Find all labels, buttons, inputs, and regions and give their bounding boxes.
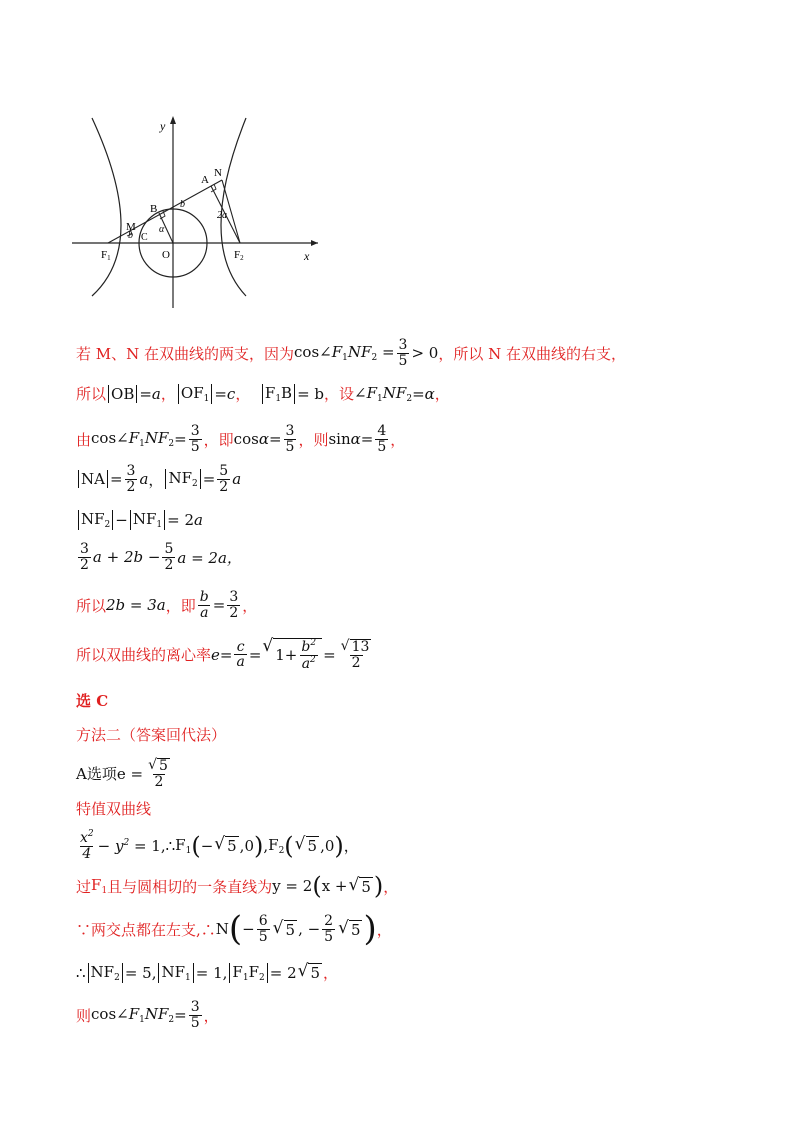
- hyperbola-figure: [0, 0, 800, 320]
- l15-n: N: [215, 920, 229, 938]
- l8-sqrt: √ 1+ $\frac{b^2}{a^2}$: [262, 638, 322, 671]
- l5-a: a: [194, 511, 203, 529]
- l3-mid: ，即: [203, 430, 234, 449]
- l8-eq: =: [219, 645, 233, 664]
- l2-c: c: [226, 384, 236, 403]
- l11-e: e =: [116, 764, 144, 783]
- label-b-left: b: [128, 230, 133, 241]
- l3-alpha2: α: [350, 430, 361, 449]
- l16-pre: ∴: [76, 963, 86, 982]
- l7-eq: 2b = 3a: [106, 596, 166, 615]
- l2-eq1: =: [139, 384, 152, 403]
- label-f2: F2: [234, 249, 244, 262]
- l17-eq: =: [174, 1006, 187, 1025]
- l3-alpha: α: [258, 430, 269, 449]
- l4-eq2: =: [202, 470, 216, 489]
- l6-t1: a + 2b −: [92, 548, 161, 567]
- l16-sqrt: √ 5: [297, 961, 321, 982]
- line-3: [76, 424, 405, 454]
- l8-pre: 所以双曲线的离心率: [76, 646, 212, 665]
- l2-angle: $\angle F_1NF_2$: [354, 383, 413, 404]
- l3-cos: $\cos\angle F_1NF_2$: [91, 429, 175, 450]
- l8-frac-result: √ 13 2: [340, 638, 370, 671]
- l15-m1: −: [242, 920, 255, 938]
- l2-eq3: = b: [297, 384, 325, 403]
- l15-frac2: $\frac{2}{5}$: [324, 912, 334, 945]
- l17-frac: $\frac{3}{5}$: [190, 999, 200, 1031]
- l3-eq: =: [174, 430, 187, 449]
- l15-m2: , −: [298, 920, 321, 938]
- l15-end: ，: [376, 920, 392, 939]
- l4-frac1: $\frac{3}{2}$: [126, 463, 136, 495]
- l16-nf1: $NF_1$: [158, 963, 193, 983]
- line-8: [76, 638, 376, 671]
- x-axis-arrow: [311, 240, 318, 246]
- l13-f2: $F_2$: [268, 835, 285, 856]
- line-16: [76, 962, 338, 983]
- l16-nf2: $NF_2$: [88, 963, 123, 983]
- l4-a2: a: [232, 470, 242, 489]
- l3-pre: 由: [76, 430, 92, 449]
- l3-frac1: $\frac{3}{5}$: [190, 423, 200, 455]
- l5-nf2: $NF_2$: [78, 510, 113, 530]
- l3-end: ，: [390, 430, 406, 449]
- l17-cos: $\cos\angle F_1NF_2$: [91, 1005, 175, 1026]
- l7-end: ，: [242, 596, 258, 615]
- l13-sqrt1: √ 5: [214, 834, 237, 856]
- l2-of1: $OF_1$: [178, 384, 212, 404]
- l15-frac1: $\frac{6}{5}$: [258, 912, 268, 945]
- label-y: y: [160, 119, 166, 133]
- l13-f1: $F_1$: [175, 835, 192, 856]
- line-6: [76, 542, 242, 572]
- l13-frac: $\frac{x^2}{4}$: [80, 829, 94, 862]
- l3-eq3: =: [360, 430, 374, 449]
- l3-cosa: cos: [233, 430, 259, 449]
- l1-post: ，所以 N 在双曲线的右支，: [438, 344, 627, 363]
- l4-frac2: $\frac{5}{2}$: [219, 463, 229, 495]
- l6-frac1: $\frac{3}{2}$: [80, 541, 89, 573]
- l5-nf1: $NF_1$: [130, 510, 165, 530]
- l2-f1b: $F_1B$: [262, 384, 295, 404]
- l3-sina: sin: [328, 430, 351, 449]
- l15-sqrt1: √ 5: [272, 917, 296, 939]
- tangent-line: [108, 180, 222, 243]
- l13-zero2: ,0: [320, 836, 335, 855]
- l1-tail: > 0: [411, 344, 439, 363]
- l1-pre: 若 M、N 在双曲线的两支，因为: [76, 344, 295, 363]
- l8-frac-ca: $\frac{c}{a}$: [236, 638, 245, 671]
- label-b-mid: b: [180, 199, 185, 210]
- line-7: [76, 590, 257, 620]
- hyperbola-right-branch: [221, 118, 246, 296]
- line-2: [76, 383, 450, 404]
- l2-end: ，: [434, 385, 450, 403]
- l16-end: ，: [323, 964, 339, 982]
- l15-sqrt2: √ 5: [338, 917, 361, 939]
- l2-eq2: =: [214, 384, 227, 403]
- line-12: [76, 798, 151, 819]
- l4-na: NA: [78, 470, 108, 488]
- l14-sqrt: √ 5: [348, 874, 371, 896]
- l2-sep2: ，: [235, 385, 251, 403]
- l3-eq2: =: [268, 430, 282, 449]
- l14-pre: 过: [76, 877, 92, 896]
- line-14: 过 $F_1$ 且与圆相切的一条直线为 y = 2 ( x + √ 5 ) ，: [76, 872, 399, 900]
- label-n: N: [214, 167, 222, 179]
- label-b: B: [150, 203, 158, 215]
- l14-x: x +: [321, 877, 348, 895]
- label-o: O: [162, 249, 170, 261]
- l12-text: 特值双曲线: [76, 800, 152, 818]
- l8-eq2: =: [248, 645, 262, 664]
- l13-sqrt2: √ 5: [294, 834, 318, 856]
- label-f1: F1: [101, 249, 111, 262]
- l4-comma: ，: [148, 470, 164, 489]
- l1-math: $\cos\angle F_1NF_2$ =: [294, 343, 395, 364]
- l3-frac2: $\frac{3}{5}$: [285, 423, 295, 455]
- l4-a: a: [139, 470, 149, 489]
- l2-sep3: ，设: [324, 385, 355, 403]
- l9-text: 选 C: [76, 692, 109, 710]
- l1-frac: $\frac{3}{5}$: [398, 337, 408, 369]
- line-4: [76, 464, 241, 494]
- l4-nf2: $NF_2$: [165, 469, 200, 489]
- l14-mid: 且与圆相切的一条直线为: [107, 877, 273, 896]
- l6-t2: a = 2a，: [177, 548, 242, 567]
- l13-y: − $y^2$: [97, 836, 130, 855]
- l2-sep1: ，: [160, 385, 176, 403]
- l7-frac-ba: $\frac{b}{a}$: [199, 589, 209, 621]
- l13-comma: ,: [263, 836, 269, 855]
- l4-eq: =: [109, 470, 123, 489]
- l14-eq: y = 2: [272, 877, 313, 895]
- l13-zero1: ,0: [239, 836, 254, 855]
- line-17: [76, 1000, 219, 1030]
- l7-pre: 所以: [76, 596, 107, 615]
- l17-pre: 则: [76, 1006, 92, 1025]
- l6-frac2: $\frac{5}{2}$: [164, 541, 174, 573]
- l2-alpha: α: [424, 384, 435, 403]
- label-two-a: 2a: [217, 210, 227, 221]
- l13-end: ，: [343, 837, 359, 856]
- line-5: [76, 510, 203, 530]
- line-11: [76, 758, 175, 789]
- line-9: [76, 690, 108, 711]
- line-15: ∵两交点都在左支,∴ N ( − $\frac{6}{5}$ √ 5 , − $\frac{2}{5}$ √ 5 ) ，: [76, 909, 392, 949]
- l16-v1: = 5,: [124, 963, 157, 982]
- l16-v2: = 1,: [195, 963, 228, 982]
- y-axis-arrow: [170, 116, 176, 124]
- label-a: A: [201, 174, 209, 186]
- l2-eq4: =: [412, 384, 425, 403]
- l3-mid2: ，则: [298, 430, 329, 449]
- l2-a: a: [151, 384, 161, 403]
- line-10: [76, 724, 226, 745]
- l10-text: 方法二（答案回代法）: [76, 726, 227, 744]
- label-m: M: [126, 221, 136, 233]
- l11-pre: A选项: [76, 765, 117, 784]
- l2-pre: 所以: [76, 385, 107, 403]
- label-c: C: [141, 232, 148, 243]
- l7-eq2: =: [212, 596, 226, 615]
- l16-f1f2: $F_1F_2$: [229, 963, 267, 983]
- l8-e: e: [211, 645, 220, 664]
- l17-end: ，: [203, 1006, 219, 1025]
- l13-t2: = 1,∴: [133, 836, 176, 855]
- l5-minus: −: [115, 511, 128, 529]
- l11-frac: √ 5 2: [148, 757, 168, 790]
- hyperbola-left-branch: [92, 118, 121, 296]
- l7-frac: $\frac{3}{2}$: [229, 589, 239, 621]
- l14-end: ，: [383, 877, 399, 896]
- l15-pre: ∵两交点都在左支,∴: [76, 920, 216, 939]
- l7-mid: ，即: [165, 596, 196, 615]
- l5-eq: = 2: [167, 511, 195, 529]
- l2-ob: OB: [108, 385, 137, 403]
- l8-eq3: =: [323, 645, 336, 664]
- l14-f1: $F_1$: [91, 876, 108, 896]
- label-alpha: α: [159, 224, 165, 235]
- line-13: $\frac{x^2}{4}$ − $y^2$ = 1,∴ $F_1$ ( − √ 5 ,0 ) , $F_2$ ( √ 5 ,0 ) ，: [80, 829, 359, 862]
- label-x: x: [304, 249, 310, 263]
- line-1: [76, 338, 626, 368]
- l16-v3: = 2: [269, 963, 297, 982]
- l13-neg: −: [200, 836, 214, 855]
- l3-frac3: $\frac{4}{5}$: [377, 423, 387, 455]
